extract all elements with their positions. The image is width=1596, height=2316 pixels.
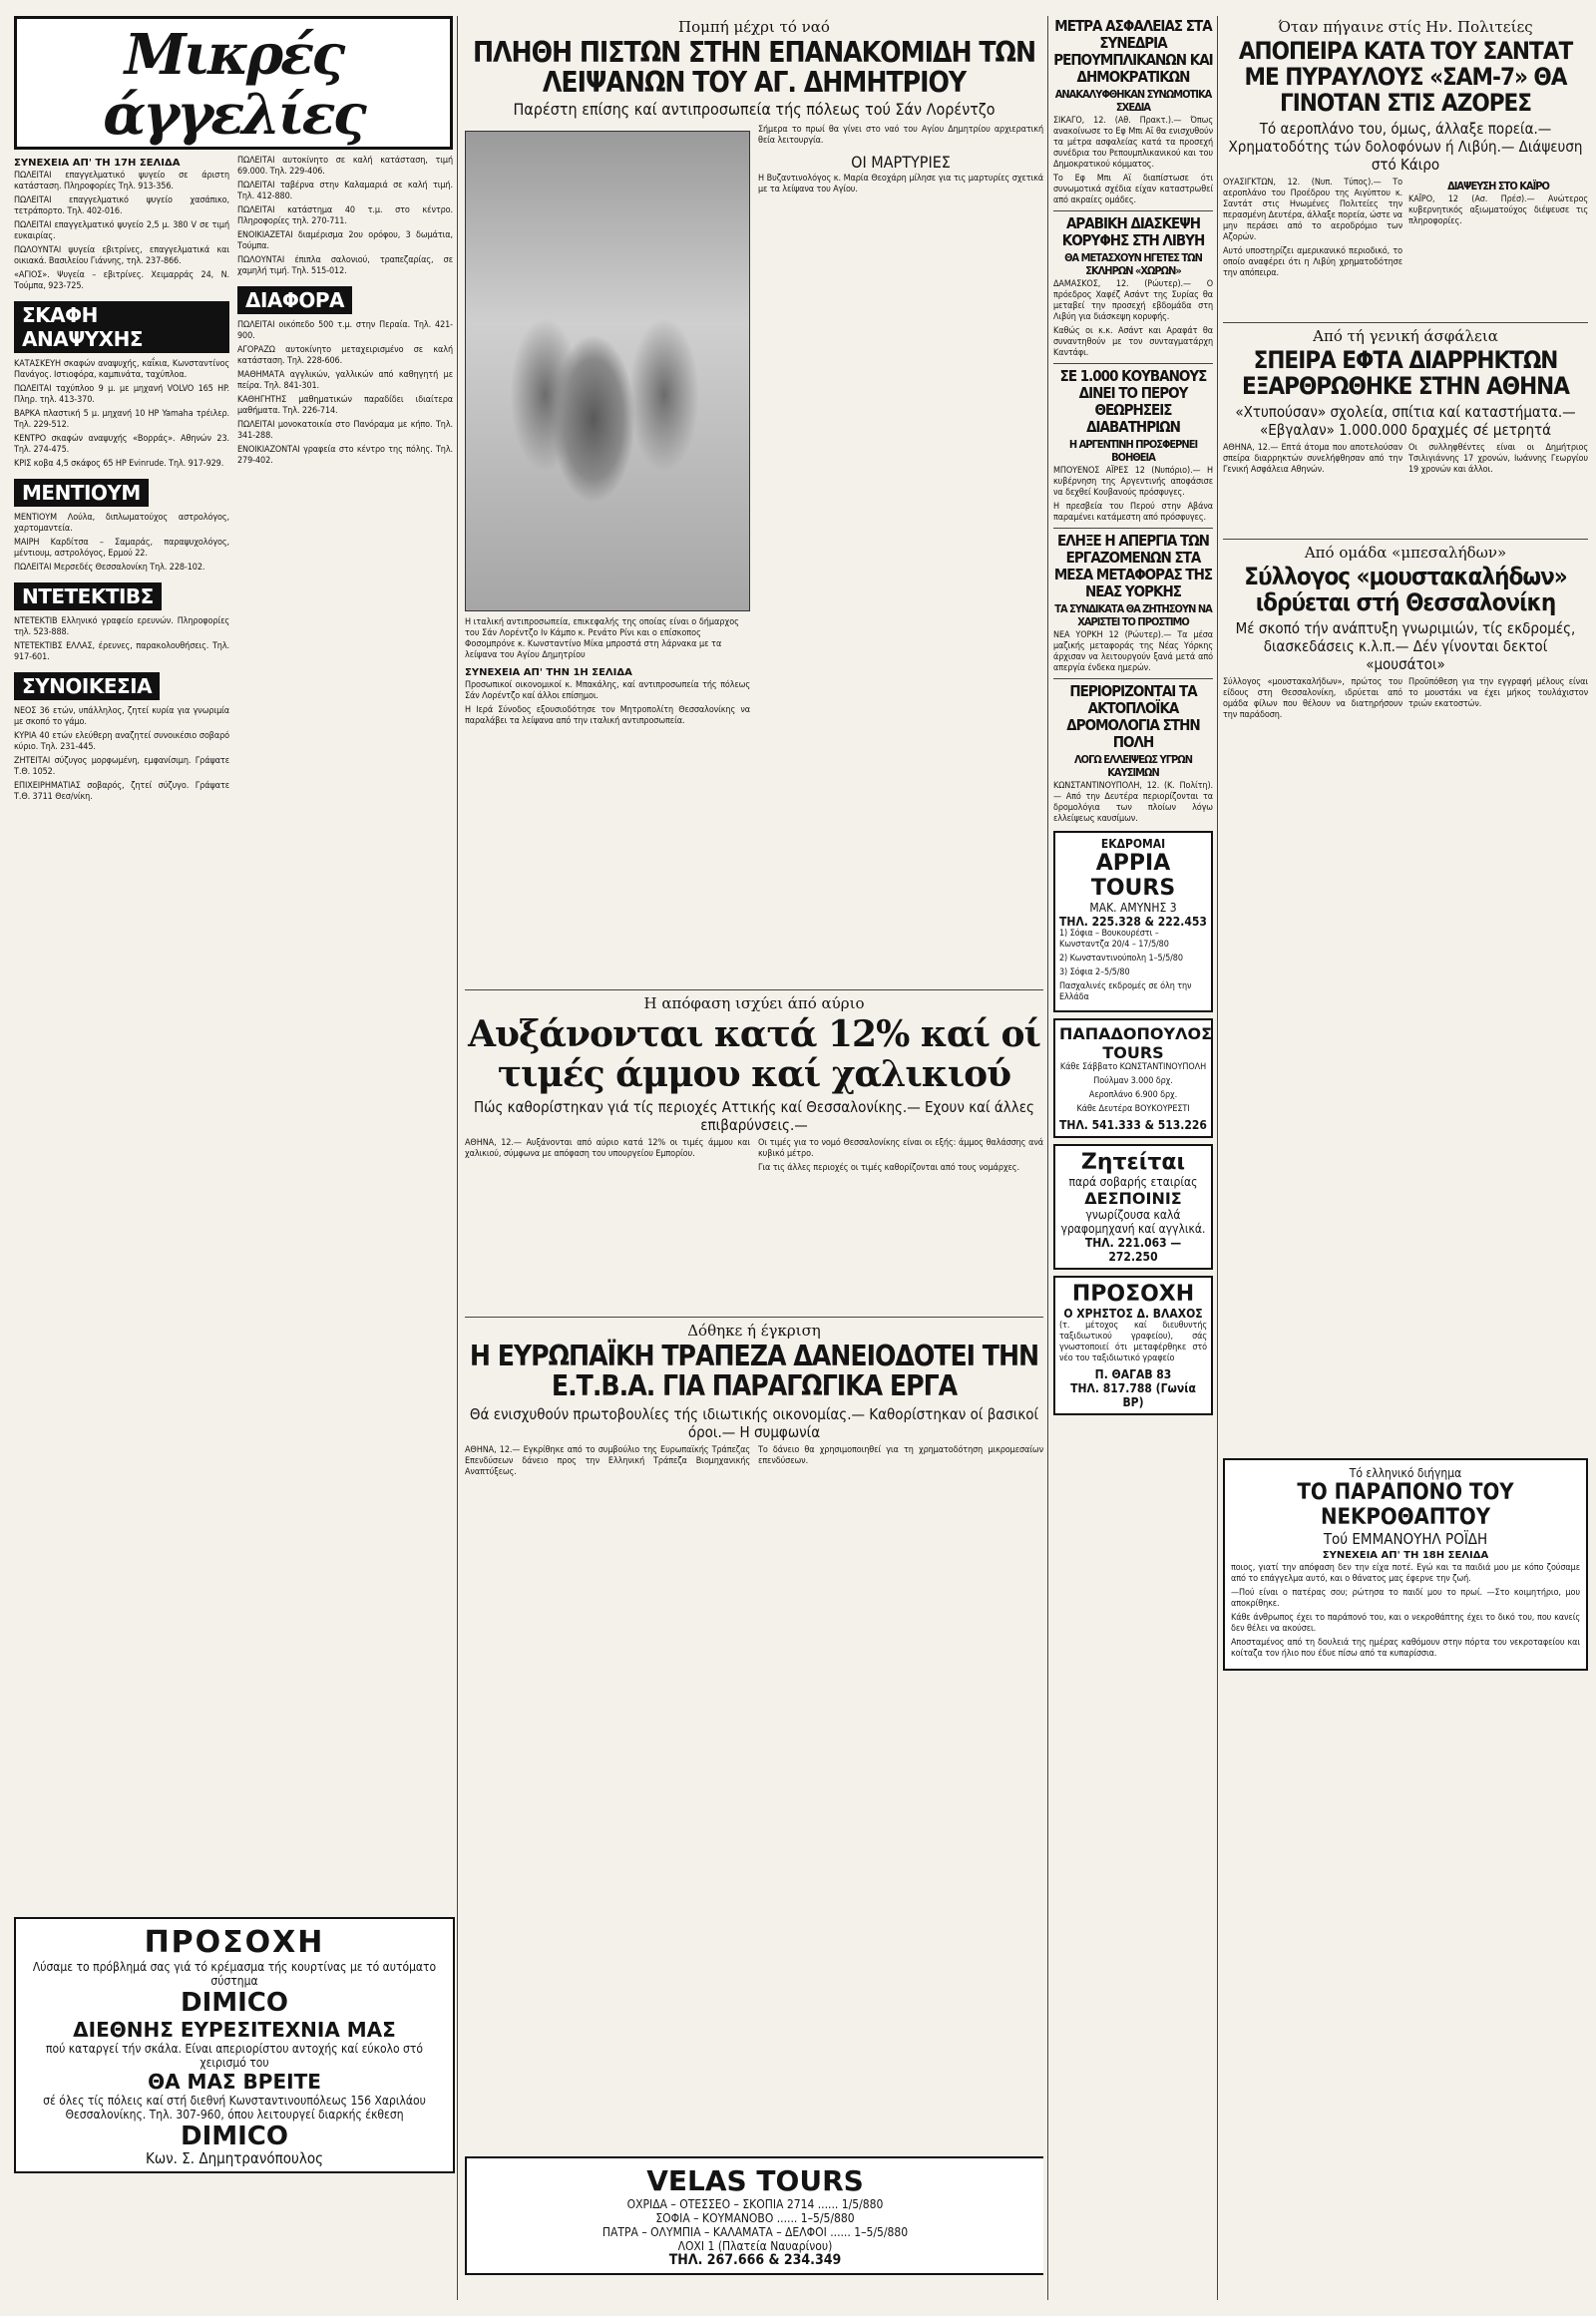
- classified-ad: ΚΕΝΤΡΟ σκαφών αναψυχής «Βορράς». Αθηνών 23. Τηλ. 274-475.: [14, 434, 229, 455]
- bank-headline: Η ΕΥΡΩΠΑΪΚΗ ΤΡΑΠΕΖΑ ΔΑΝΕΙΟΔΟΤΕΙ ΤΗΝ Ε.Τ.Β.Α. ΓΙΑ ΠΑΡΑΓΩΓΙΚΑ ΕΡΓΑ: [469, 1340, 1039, 1402]
- appia-address: ΜΑΚ. ΑΜΥΝΗΣ 3: [1089, 901, 1177, 915]
- cuba-paragraph: Η πρεσβεία του Περού στην Αβάνα παραμένει κατάμεστη από πρόσφυγες.: [1053, 502, 1213, 523]
- velas-phone: ΤΗΛ. 267.666 & 234.349: [668, 2252, 842, 2268]
- dimico-ad-patent: ΔΙΕΘΝΗΣ ΕΥΡΕΣΙΤΕΧΝΙΑ ΜΑΣ: [73, 2018, 396, 2042]
- mustache-kicker: Από ομάδα «μπεσαλήδων»: [1304, 544, 1507, 562]
- classified-ad: ΠΩΛΕΙΤΑΙ ταχύπλοο 9 μ. με μηχανή VOLVO 165 HP. Πληρ. τηλ. 413-370.: [14, 384, 229, 405]
- demetrius-paragraph: Η Ιερά Σύνοδος εξουσιοδότησε τον Μητροπολίτη Θεσσαλονίκης να παραλάβει τα λείψανα από την ιταλική αντιπροσωπεία.: [465, 705, 750, 726]
- dimico-ad: [14, 1917, 455, 2173]
- republicans-headline: ΜΕΤΡΑ ΑΣΦΑΛΕΙΑΣ ΣΤΑ ΣΥΝΕΔΡΙΑ ΡΕΠΟΥΜΠΛΙΚΑΝΩΝ ΚΑΙ ΔΗΜΟΚΡΑΤΙΚΩΝ: [1053, 17, 1213, 86]
- appia-line: Πασχαλινές εκδρομές σε όλη την Ελλάδα: [1059, 981, 1192, 1002]
- classifieds-continuation: ΣΥΝΕΧΕΙΑ ΑΠ' ΤΗ 17Η ΣΕΛΙΔΑ: [14, 158, 181, 169]
- prices-paragraph: Οι τιμές για το νομό Θεσσαλονίκης είναι οι εξής: άμμος θαλάσσης ανά κυβικό μέτρο.: [758, 1138, 1043, 1159]
- demetrius-subhead: Παρέστη επίσης καί αντιπροσωπεία τής πόλεως τού Σάν Λορέντζο: [513, 100, 996, 119]
- sadat-dek: Τό αεροπλάνο του, όμως, άλλαξε πορεία.— Χρηματοδότης τών δολοφόνων ή Λιβύη.— Διάψευση στό Κάιρο: [1228, 120, 1583, 174]
- demetrius-article: [465, 18, 1043, 730]
- strike-paragraph: ΝΕΑ ΥΟΡΚΗ 12 (Ρώυτερ).— Τα μέσα μαζικής μεταφοράς της Νέας Υόρκης άρχισαν να λειτουργούν ξανά μετά από απεργία ένδεκα ημερών.: [1053, 630, 1213, 673]
- column-rule: [1217, 16, 1218, 2300]
- bank-kicker: Δόθηκε ή έγκριση: [687, 1322, 821, 1340]
- velas-line: ΠΑΤΡΑ – ΟΛΥΜΠΙΑ – ΚΑΛΑΜΑΤΑ – ΔΕΛΦΟΙ ...... 1–5/5/880: [601, 2225, 909, 2239]
- classified-ad: ΝΤΕΤΕΚΤΙΒ Ελληνικό γραφείο ερευνών. Πληροφορίες τηλ. 523-888.: [14, 616, 229, 637]
- classified-ad: ΠΩΛΕΙΤΑΙ επαγγελματικό ψυγείο σε άριστη κατάσταση. Πληροφορίες Τηλ. 913-356.: [14, 171, 229, 192]
- demetrius-section-title: ΟΙ ΜΑΡΤΥΡΙΕΣ: [851, 153, 951, 172]
- classified-ad: ΜΑΙΡΗ Καρδίτσα – Σαμαράς, παραψυχολόγος, μέντιουμ, αστρολόγος, Ερμού 22.: [14, 538, 229, 559]
- classified-ad: ΠΩΛΕΙΤΑΙ αυτοκίνητο σε καλή κατάσταση, τιμή 69.000. Τηλ. 229-406.: [237, 156, 453, 177]
- caution-line: (τ. μέτοχος καί διευθυντής ταξιδιωτικού γραφείου), σάς γνωστοποιεί ότι μεταφέρθηκε στό νέο του ταξιδιωτικό γραφείο: [1059, 1321, 1207, 1363]
- sadat-kicker: Όταν πήγαινε στίς Ην. Πολιτείες: [1278, 18, 1533, 36]
- burglars-paragraph: Οι συλληφθέντες είναι οι Δημήτριος Τσιλιγιάννης 17 χρονών, Ιωάννης Γεωργίου 19 χρονών και άλλοι.: [1408, 443, 1588, 475]
- wanted-line: γνωρίζουσα καλά γραφομηχανή καί αγγλικά.: [1060, 1208, 1206, 1236]
- mustache-headline: Σύλλογος «μουστακαλήδων» ιδρύεται στή Θεσσαλονίκη: [1244, 563, 1567, 616]
- classified-ad: ΕΝΟΙΚΙΑΖΟΝΤΑΙ γραφεία στο κέντρο της πόλης. Τηλ. 279-402.: [237, 445, 453, 466]
- velas-line: ΣΟΦΙΑ – ΚΟΥΜΑΝΟΒΟ ...... 1–5/5/880: [655, 2211, 855, 2225]
- bank-dek: Θά ενισχυθούν πρωτοβουλίες τής ιδιωτικής οικονομίας.— Καθορίστηκαν οί βασικοί όροι.— Η συμφωνία: [469, 1405, 1039, 1441]
- center-column: [465, 16, 1043, 2300]
- caution-phone: ΤΗΛ. 817.788 (Γωνία ΒΡ): [1070, 1381, 1196, 1409]
- section-rule: [1053, 363, 1213, 364]
- sadat-side-head: ΔΙΑΨΕΥΣΗ ΣΤΟ ΚΑΪΡΟ: [1447, 180, 1549, 193]
- classified-ad: ΠΩΛΕΙΤΑΙ επαγγελματικό ψυγείο 2,5 μ. 380 V σε τιμή ευκαιρίας.: [14, 220, 229, 241]
- cuba-headline: ΣΕ 1.000 ΚΟΥΒΑΝΟΥΣ ΔΙΝΕΙ ΤΟ ΠΕΡΟΥ ΘΕΩΡΗΣΕΙΣ ΔΙΑΒΑΤΗΡΙΩΝ: [1059, 367, 1207, 436]
- category-heading: ΝΤΕΤΕΚΤΙΒΣ: [14, 582, 162, 610]
- wanted-phone: ΤΗΛ. 221.063 — 272.250: [1084, 1236, 1182, 1264]
- velas-address: ΛΟΧΙ 1 (Πλατεία Ναυαρίνου): [677, 2239, 833, 2253]
- burglars-dek: «Χτυπούσαν» σχολεία, σπίτια καί καταστήματα.— «Εβγαλαν» 1.000.000 δραχμές σέ μετρητά: [1235, 403, 1576, 439]
- mustache-dek: Μέ σκοπό τήν ανάπτυξη γνωριμιών, τίς εκδρομές, διασκεδάσεις κ.λ.π.— Δέν γίνονται δεκτοί «μουσάτοι»: [1235, 619, 1576, 673]
- shipping-sub: ΛΟΓΩ ΕΛΛΕΙΨΕΩΣ ΥΓΡΩΝ ΚΑΥΣΙΜΩΝ: [1074, 753, 1192, 779]
- classified-ad: ΜΑΘΗΜΑΤΑ αγγλικών, γαλλικών από καθηγητή με πείρα. Τηλ. 841-301.: [237, 370, 453, 391]
- classified-ad: ΚΡΙΣ κοβα 4,5 σκάφος 65 HP Evinrude. Τηλ. 917-929.: [14, 459, 224, 469]
- velas-ad: [465, 2156, 1043, 2275]
- cuba-sub: Η ΑΡΓΕΝΤΙΝΗ ΠΡΟΣΦΕΡΝΕΙ ΒΟΗΘΕΙΑ: [1068, 438, 1198, 464]
- classified-ad: ΠΩΛΕΙΤΑΙ επαγγελματικό ψυγείο χασάπικο, τετράπορτο. Τηλ. 402-016.: [14, 195, 229, 216]
- velas-brand: VELAS TOURS: [646, 2164, 864, 2197]
- dimico-ad-address: σέ όλες τίς πόλεις καί στή διεθνή Κωνσταντινουπόλεως 156 Χαριλάου Θεσσαλονίκης. Τηλ. 307-960, όπου λειτουργεί διαρκής έκθεση: [43, 2094, 426, 2122]
- classifieds-column-right: [237, 156, 453, 806]
- burglars-kicker: Από τή γενική άσφάλεια: [1313, 327, 1498, 345]
- masthead: Μικρές άγγελίες: [14, 16, 453, 150]
- appia-phone: ΤΗΛ. 225.328 & 222.453: [1059, 915, 1207, 929]
- papadopoulos-line: Πούλμαν 3.000 δρχ.: [1093, 1076, 1173, 1086]
- classified-ad: ΠΩΛΕΙΤΑΙ οικόπεδο 500 τ.μ. στην Περαία. Τηλ. 421-900.: [237, 320, 453, 341]
- velas-line: ΟΧΡΙΔΑ – ΟΤΕΣΣΕΟ – ΣΚΟΠΙΑ 2714 ...... 1/5/880: [626, 2197, 884, 2211]
- republicans-paragraph: Το Εφ Μπι Αϊ διαπίστωσε ότι συνωμοτικά σχέδια είχαν καταστρωθεί από ακραίες ομάδες.: [1053, 174, 1213, 205]
- story-headline: ΤΟ ΠΑΡΑΠΟΝΟ ΤΟΥ ΝΕΚΡΟΘΑΠΤΟΥ: [1297, 1480, 1514, 1530]
- classified-ad: ΚΑΤΑΣΚΕΥΗ σκαφών αναψυχής, καΐκια, Κωνσταντίνος Πανάγος. Ιστιοφόρα, καμπινάτα, ταχύπλοα.: [14, 359, 229, 380]
- classified-ad: ΠΩΛΟΥΝΤΑΙ έπιπλα σαλονιού, τραπεζαρίας, σε χαμηλή τιμή. Τηλ. 515-012.: [237, 255, 453, 276]
- papadopoulos-phone: ΤΗΛ. 541.333 & 513.226: [1059, 1118, 1207, 1132]
- classified-ad: ΕΠΙΧΕΙΡΗΜΑΤΙΑΣ σοβαρός, ζητεί σύζυγο. Γράψατε Τ.Θ. 3711 Θεσ/νίκη.: [14, 781, 229, 802]
- story-box: [1223, 1458, 1588, 1671]
- demetrius-photo: [465, 131, 750, 611]
- classified-ad: ΠΩΛΕΙΤΑΙ ταβέρνα στην Καλαμαριά σε καλή τιμή. Τηλ. 412-880.: [237, 181, 453, 201]
- libya-paragraph: Καθώς οι κ.κ. Ασάντ και Αραφάτ θα συναντηθούν με τον συνταγματάρχη Καντάφι.: [1053, 326, 1213, 358]
- demetrius-paragraph: Σήμερα το πρωί θα γίνει στο ναό του Αγίου Δημητρίου αρχιερατική θεία λειτουργία.: [758, 125, 1043, 146]
- shipping-paragraph: ΚΩΝΣΤΑΝΤΙΝΟΥΠΟΛΗ, 12. (Κ. Πολίτη).— Από την Δευτέρα περιορίζονται τα δρομολόγια των πλοίων λόγω ελλείψεως καυσίμων.: [1053, 781, 1213, 824]
- burglars-article: [1223, 327, 1588, 479]
- section-rule: [1053, 210, 1213, 211]
- classified-ad: «ΑΓΙΟΣ». Ψυγεία – εβιτρίνες. Χειμαρράς 24, Ν. Τούμπα, 923-725.: [14, 270, 229, 291]
- libya-paragraph: ΔΑΜΑΣΚΟΣ, 12. (Ρώυτερ).— Ο πρόεδρος Χαφέζ Ασάντ της Συρίας θα μεταβεί την προσεχή εβδομάδα στη Λιβύη για διάσκεψη κορυφής.: [1053, 279, 1213, 322]
- mustache-article: [1223, 544, 1588, 724]
- dimico-ad-text: Λύσαμε το πρόβλημά σας γιά τό κρέμασμα τής κουρτίνας με τό αυτόματο σύστημα: [32, 1960, 437, 1988]
- classifieds-column-left: [14, 156, 229, 806]
- dimico-brand-2: DIMICO: [181, 2122, 288, 2151]
- demetrius-continuation: ΣΥΝΕΧΕΙΑ ΑΠ' ΤΗΝ 1Η ΣΕΛΙΔΑ: [465, 667, 632, 678]
- bank-article: [465, 1322, 1043, 1481]
- story-paragraph: —Πού είναι ο πατέρας σου; ρώτησα το παιδί μου το πρωί. —Στο κοιμητήριο, μου αποκρίθηκε.: [1231, 1588, 1580, 1609]
- section-rule: [465, 989, 1043, 990]
- sadat-article: [1223, 18, 1588, 282]
- shipping-headline: ΠΕΡΙΟΡΙΖΟΝΤΑΙ ΤΑ ΑΚΤΟΠΛΟΪΚΑ ΔΡΟΜΟΛΟΓΙΑ ΣΤΗΝ ΠΟΛΗ: [1066, 682, 1200, 751]
- classified-ad: ΠΩΛΕΙΤΑΙ κατάστημα 40 τ.μ. στο κέντρο. Πληροφορίες τηλ. 270-711.: [237, 205, 453, 226]
- classified-ad: ΠΩΛΕΙΤΑΙ Μερσεδές Θεσσαλονίκη Τηλ. 228-102.: [14, 563, 205, 573]
- column-rule: [1047, 16, 1048, 2300]
- mustache-paragraph: Σύλλογος «μουστακαλήδων», πρώτος του είδους στη Θεσσαλονίκη, ιδρύεται από ομάδα φίλων που θέλουν να διατηρήσουν την παράδοση.: [1223, 677, 1402, 720]
- appia-line: 2) Κωνσταντινούπολη 1–5/5/80: [1059, 954, 1183, 964]
- prices-paragraph: Για τις άλλες περιοχές οι τιμές καθορίζονται από τους νομάρχες.: [758, 1163, 1019, 1173]
- classified-ad: ΜΕΝΤΙΟΥΜ Λούλα, διπλωματούχος αστρολόγος, χαρτομαντεία.: [14, 513, 229, 534]
- bank-paragraph: ΑΘΗΝΑ, 12.— Εγκρίθηκε από το συμβούλιο της Ευρωπαϊκής Τράπεζας Επενδύσεων δάνειο προς την Ελληνική Τράπεζα Βιομηχανικής Αναπτύξεως.: [465, 1445, 750, 1477]
- appia-line: 3) Σόφια 2–5/5/80: [1059, 967, 1130, 977]
- caution-ad: [1053, 1276, 1213, 1415]
- prices-dek: Πώς καθορίστηκαν γιά τίς περιοχές Αττικής καί Θεσσαλονίκης.— Εχουν καί άλλες επιβαρύνσεις.—: [474, 1098, 1034, 1134]
- cuba-paragraph: ΜΠΟΥΕΝΟΣ ΑΪΡΕΣ 12 (Νυπόριο).— Η κυβέρνηση της Αργεντινής αποφάσισε να δεχθεί Κουβανούς πρόσφυγες.: [1053, 466, 1213, 498]
- section-rule: [1053, 528, 1213, 529]
- prices-kicker: Η απόφαση ισχύει άπό αύριο: [643, 994, 865, 1012]
- classified-ad: ΑΓΟΡΑΖΩ αυτοκίνητο μεταχειρισμένο σε καλή κατάσταση. Τηλ. 228-606.: [237, 345, 453, 366]
- bank-paragraph: Το δάνειο θα χρησιμοποιηθεί για τη χρηματοδότηση μικρομεσαίων επενδύσεων.: [758, 1445, 1043, 1466]
- papadopoulos-line: Κάθε Σάββατο ΚΩΝΣΤΑΝΤΙΝΟΥΠΟΛΗ: [1059, 1062, 1207, 1072]
- wanted-role: ΔΕΣΠΟΙΝΙΣ: [1084, 1189, 1182, 1208]
- prices-paragraph: ΑΘΗΝΑ, 12.— Αυξάνονται από αύριο κατά 12% οι τιμές άμμου και χαλικιού, σύμφωνα με απόφαση του υπουργείου Εμπορίου.: [465, 1138, 750, 1159]
- category-heading: ΣΚΑΦΗ ΑΝΑΨΥΧΗΣ: [14, 301, 229, 353]
- papadopoulos-line: Κάθε Δευτέρα ΒΟΥΚΟΥΡΕΣΤΙ: [1076, 1104, 1190, 1114]
- section-rule: [465, 1317, 1043, 1318]
- appia-title: ΕΚΔΡΟΜΑΙ: [1100, 837, 1166, 851]
- story-paragraph: ποιος, γιατί την απόφαση δεν την είχα ποτέ. Εγώ και τα παιδιά μου με κόπο ζούσαμε από το επάγγελμα αυτό, και ο θάνατος μας έφερνε την ζωή.: [1231, 1563, 1580, 1584]
- classified-ad: ΠΩΛΟΥΝΤΑΙ ψυγεία εβιτρίνες, επαγγελματικά και οικιακά. Βασιλείου Γιάννης, τηλ. 237-866.: [14, 245, 229, 266]
- story-paragraph: Κάθε άνθρωπος έχει το παράπονό του, και ο νεκροθάπτης έχει το δικό του, που κανείς δεν θέλει να ακούσει.: [1231, 1613, 1580, 1634]
- papadopoulos-ad: [1053, 1018, 1213, 1138]
- demetrius-headline: ΠΛΗΘΗ ΠΙΣΤΩΝ ΣΤΗΝ ΕΠΑΝΑΚΟΜΙΔΗ ΤΩΝ ΛΕΙΨΑΝΩΝ ΤΟΥ ΑΓ. ΔΗΜΗΤΡΙΟΥ: [472, 36, 1036, 99]
- appia-ad: [1053, 831, 1213, 1012]
- dimico-brand: DIMICO: [181, 1988, 288, 2018]
- story-title: Τό ελληνικό διήγημα: [1349, 1466, 1462, 1480]
- classified-ad: ΝΤΕΤΕΚΤΙΒΣ ΕΛΛΑΣ, έρευνες, παρακολουθήσεις. Τηλ. 917-601.: [14, 641, 229, 662]
- sadat-side-paragraph: ΚΑΪΡΟ, 12 (Ασ. Πρέσ).— Ανώτερος κυβερνητικός αξιωματούχος διέψευσε τις πληροφορίες.: [1408, 194, 1588, 226]
- story-continuation: ΣΥΝΕΧΕΙΑ ΑΠ' ΤΗ 18Η ΣΕΛΙΔΑ: [1322, 1550, 1489, 1561]
- prices-article: [465, 994, 1043, 1177]
- mustache-paragraph: Προϋπόθεση για την εγγραφή μέλους είναι το μουστάκι να έχει μήκος τουλάχιστον τριών εκατοστών.: [1408, 677, 1588, 709]
- dimico-ad-find-us: ΘΑ ΜΑΣ ΒΡΕΙΤΕ: [148, 2070, 321, 2094]
- caution-line: Ο ΧΡΗΣΤΟΣ Δ. ΒΛΑΧΟΣ: [1063, 1307, 1203, 1321]
- classifieds-section: [14, 16, 453, 2167]
- caution-address: Π. ΘΑΓΑΒ 83: [1094, 1367, 1172, 1381]
- wanted-ad: [1053, 1144, 1213, 1270]
- papadopoulos-line: Αεροπλάνο 6.900 δρχ.: [1088, 1090, 1178, 1100]
- category-heading: ΜΕΝΤΙΟΥΜ: [14, 479, 149, 507]
- dimico-owner: Κων. Σ. Δημητρανόπουλος: [146, 2149, 323, 2167]
- classified-ad: ΚΥΡΙΑ 40 ετών ελεύθερη αναζητεί συνοικέσιο σοβαρό κύριο. Τηλ. 231-445.: [14, 731, 229, 752]
- burglars-headline: ΣΠΕΙΡΑ ΕΦΤΑ ΔΙΑΡΡΗΚΤΩΝ ΕΞΑΡΘΡΩΘΗΚΕ ΣΤΗΝ ΑΘΗΝΑ: [1242, 346, 1569, 400]
- column-rule: [457, 16, 458, 2300]
- classified-ad: ΒΑΡΚΑ πλαστική 5 μ. μηχανή 10 HP Yamaha τρέιλερ. Τηλ. 229-512.: [14, 409, 229, 430]
- section-rule: [1223, 322, 1588, 323]
- appia-line: 1) Σόφια – Βουκουρέστι – Κωνσταντζα 20/4 – 17/5/80: [1059, 929, 1169, 950]
- appia-brand: APPIA TOURS: [1090, 851, 1176, 901]
- demetrius-paragraph: Προσωπικοί οικονομικοί κ. Μπακάλης, καί αντιπροσωπεία τής πόλεως Σάν Λορέντζο καί άλλοι επίσημοι.: [465, 680, 750, 701]
- story-author: Τού ΕΜΜΑΝΟΥΗΛ ΡΟΪΔΗ: [1323, 1530, 1488, 1548]
- strike-sub: ΤΑ ΣΥΝΔΙΚΑΤΑ ΘΑ ΖΗΤΗΣΟΥΝ ΝΑ ΧΑΡΙΣΤΕΙ ΤΟ ΠΡΟΣΤΙΜΟ: [1054, 602, 1212, 628]
- papadopoulos-brand: ΠΑΠΑΔΟΠΟΥΛΟΣ TOURS: [1059, 1024, 1213, 1062]
- classified-ad: ΕΝΟΙΚΙΑΖΕΤΑΙ διαμέρισμα 2ου ορόφου, 3 δωμάτια, Τούμπα.: [237, 230, 453, 251]
- section-rule: [1053, 678, 1213, 679]
- libya-headline: ΑΡΑΒΙΚΗ ΔΙΑΣΚΕΨΗ ΚΟΡΥΦΗΣ ΣΤΗ ΛΙΒΥΗ: [1061, 214, 1205, 249]
- classified-ad: ΝΕΟΣ 36 ετών, υπάλληλος, ζητεί κυρία για γνωριμία με σκοπό το γάμο.: [14, 706, 229, 727]
- demetrius-kicker: Πομπή μέχρι τό ναό: [678, 18, 830, 36]
- libya-sub: ΘΑ ΜΕΤΑΣΧΟΥΝ ΗΓΕΤΕΣ ΤΩΝ ΣΚΛΗΡΩΝ «ΧΩΡΩΝ»: [1064, 251, 1202, 277]
- section-rule: [1223, 539, 1588, 540]
- story-paragraph: Αποσταμένος από τη δουλειά της ημέρας καθόμουν στην πόρτα του νεκροταφείου και κοίταζα τον ήλιο που έδυε πίσω από τα κυπαρίσσια.: [1231, 1638, 1580, 1659]
- right-column: [1223, 16, 1588, 2300]
- dimico-ad-title: ΠΡΟΣΟΧΗ: [144, 1925, 325, 1960]
- caution-title: ΠΡΟΣΟΧΗ: [1071, 1282, 1195, 1307]
- sadat-paragraph: Αυτό υποστηρίζει αμερικανικό περιοδικό, το οποίο αναφέρει ότι η Λιβύη χρηματοδότησε την απόπειρα.: [1223, 246, 1402, 278]
- demetrius-paragraph: Η Βυζαντινολόγος κ. Μαρία Θεοχάρη μίλησε για τις μαρτυρίες σχετικά με τα λείψανα του Αγίου.: [758, 174, 1043, 194]
- sadat-headline: ΑΠΟΠΕΙΡΑ ΚΑΤΑ ΤΟΥ ΣΑΝΤΑΤ ΜΕ ΠΥΡΑΥΛΟΥΣ «ΣΑΜ-7» ΘΑ ΓΙΝΟΤΑΝ ΣΤΙΣ ΑΖΟΡΕΣ: [1238, 37, 1573, 117]
- photo-caption: Η ιταλική αντιπροσωπεία, επικεφαλής της οποίας είναι ο δήμαρχος του Σάν Λορέντζο Ιν Κάμπο κ. Ρενάτο Ρίνι και ο επίσκοπος Φοσομπρόνε κ. Κωνσταντίνο Μίκα μπροστά στη λάρνακα με τα λείψανα του Αγίου Δημητρίου: [465, 617, 739, 660]
- wanted-title: Ζητείται: [1080, 1150, 1186, 1175]
- category-heading: ΣΥΝΟΙΚΕΣΙΑ: [14, 672, 160, 700]
- republicans-sub: ΑΝΑΚΑΛΥΦΘΗΚΑΝ ΣΥΝΩΜΟΤΙΚΑ ΣΧΕΔΙΑ: [1054, 88, 1212, 114]
- classified-ad: ΚΑΘΗΓΗΤΗΣ μαθηματικών παραδίδει ιδιαίτερα μαθήματα. Τηλ. 226-714.: [237, 395, 453, 416]
- wanted-line: παρά σοβαρής εταιρίας: [1068, 1175, 1198, 1189]
- classified-ad: ΠΩΛΕΙΤΑΙ μονοκατοικία στο Πανόραμα με κήπο. Τηλ. 341-288.: [237, 420, 453, 441]
- republicans-paragraph: ΣΙΚΑΓΟ, 12. (Αθ. Πρακτ.).— Όπως ανακοίνωσε το Εφ Μπι Αϊ θα ενισχυθούν τα μέτρα ασφαλείας κατά τα προσεχή συνέδρια του Ρεπουμπλικανικού και του Δημοκρατικού κόμματος.: [1053, 116, 1213, 170]
- burglars-paragraph: ΑΘΗΝΑ, 12.— Επτά άτομα που αποτελούσαν σπείρα διαρρηκτών συνελήφθησαν από την Γενική Ασφάλεια Αθηνών.: [1223, 443, 1402, 475]
- sadat-paragraph: ΟΥΑΣΙΓΚΤΩΝ, 12. (Νυπ. Τύπος).— Το αεροπλάνο του Προέδρου της Αιγύπτου κ. Σαντάτ στις Ηνωμένες Πολιτείες την περασμένη Δευτέρα, άλλαξε πορεία, ώστε να μην περάσει από το αεροδρόμιο των Αζορών.: [1223, 178, 1402, 242]
- prices-headline: Αυξάνονται κατά 12% καί οί τιμές άμμου καί χαλικιού: [468, 1013, 1040, 1095]
- classified-ad: ΖΗΤΕΙΤΑΙ σύζυγος μορφωμένη, εμφανίσιμη. Γράψατε Τ.Θ. 1052.: [14, 756, 229, 777]
- strike-headline: ΕΛΗΞΕ Η ΑΠΕΡΓΙΑ ΤΩΝ ΕΡΓΑΖΟΜΕΝΩΝ ΣΤΑ ΜΕΣΑ ΜΕΤΑΦΟΡΑΣ ΤΗΣ ΝΕΑΣ ΥΟΡΚΗΣ: [1053, 532, 1213, 600]
- category-heading: ΔΙΑΦΟΡΑ: [237, 286, 352, 314]
- news-briefs-column: [1053, 16, 1213, 2300]
- dimico-ad-text: πού καταργεί τήν σκάλα. Είναι απεριορίστου αντοχής καί εύκολο στό χειρισμό του: [46, 2042, 423, 2070]
